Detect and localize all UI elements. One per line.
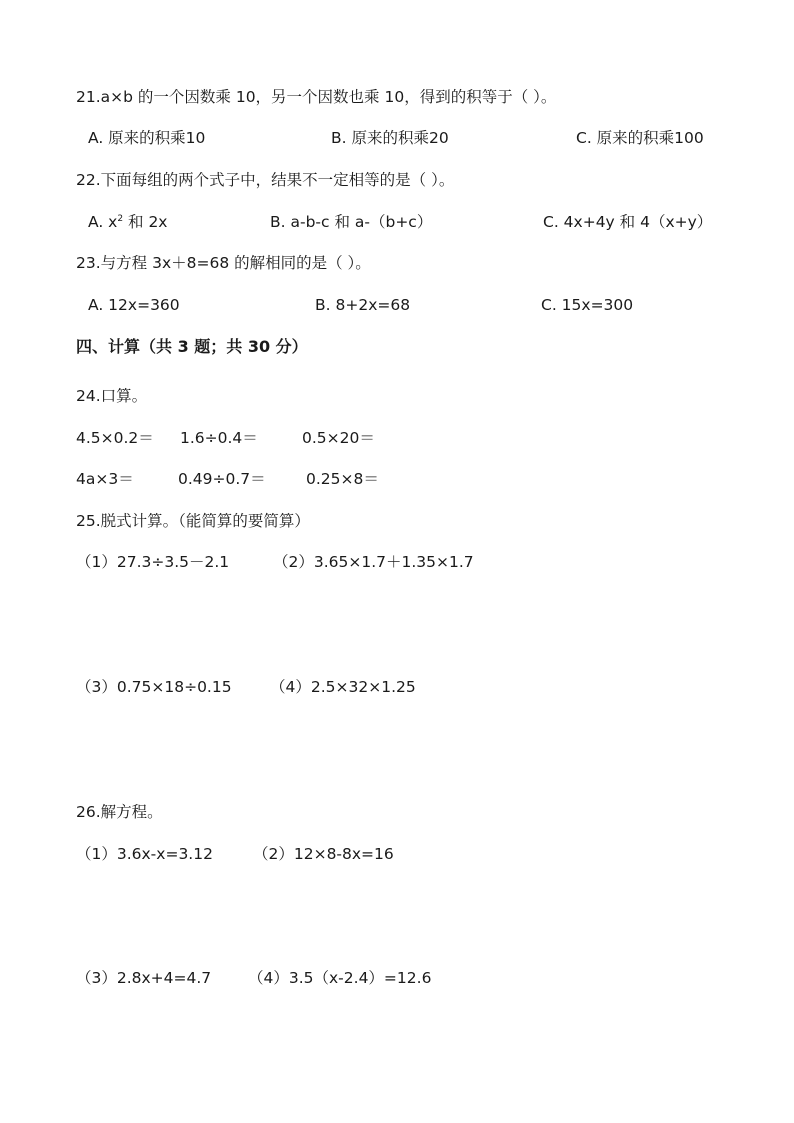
mental-calc-3: 0.5×20＝: [302, 429, 375, 447]
question-22-stem: 22.下面每组的两个式子中，结果不一定相等的是（ ）。: [76, 171, 455, 189]
question-21-stem: 21.a×b 的一个因数乘 10，另一个因数也乘 10，得到的积等于（ ）。: [76, 88, 557, 106]
question-21-option-c: C. 原来的积乘100: [576, 129, 704, 147]
question-23-option-c: C. 15x=300: [541, 296, 634, 314]
equation-1: （1）3.6x-x=3.12: [76, 845, 213, 863]
question-24-stem: 24.口算。: [76, 387, 148, 405]
question-23-option-b: B. 8+2x=68: [315, 296, 411, 314]
question-23-stem: 23.与方程 3x＋8=68 的解相同的是（ ）。: [76, 254, 371, 272]
mental-calc-1: 4.5×0.2＝: [76, 429, 154, 447]
mental-calc-2: 1.6÷0.4＝: [180, 429, 258, 447]
mental-calc-4: 4a×3＝: [76, 470, 134, 488]
question-22-option-c: C. 4x+4y 和 4（x+y）: [543, 213, 713, 231]
question-25-stem: 25.脱式计算。（能简算的要简算）: [76, 512, 310, 530]
question-22-option-a-prefix: A. x: [88, 213, 118, 231]
step-calc-4: （4）2.5×32×1.25: [270, 678, 416, 696]
equation-3: （3）2.8x+4=4.7: [76, 969, 212, 987]
question-21-option-b: B. 原来的积乘20: [331, 129, 449, 147]
equation-4: （4）3.5（x-2.4）=12.6: [248, 969, 432, 987]
mental-calc-5: 0.49÷0.7＝: [178, 470, 266, 488]
mental-calc-6: 0.25×8＝: [306, 470, 379, 488]
step-calc-1: （1）27.3÷3.5－2.1: [76, 553, 230, 571]
question-22-option-b: B. a-b-c 和 a-（b+c）: [270, 213, 433, 231]
step-calc-2: （2）3.65×1.7＋1.35×1.7: [273, 553, 474, 571]
equation-2: （2）12×8-8x=16: [253, 845, 394, 863]
question-23-option-a: A. 12x=360: [88, 296, 180, 314]
question-26-stem: 26.解方程。: [76, 803, 163, 821]
question-21-option-a: A. 原来的积乘10: [88, 129, 206, 147]
section-4-heading: 四、计算（共 3 题；共 30 分）: [76, 337, 308, 356]
question-22-option-a-exponent: 2: [117, 214, 124, 224]
step-calc-3: （3）0.75×18÷0.15: [76, 678, 232, 696]
question-22-option-a: [88, 212, 167, 232]
question-22-option-a-suffix: 和 2x: [123, 213, 168, 231]
